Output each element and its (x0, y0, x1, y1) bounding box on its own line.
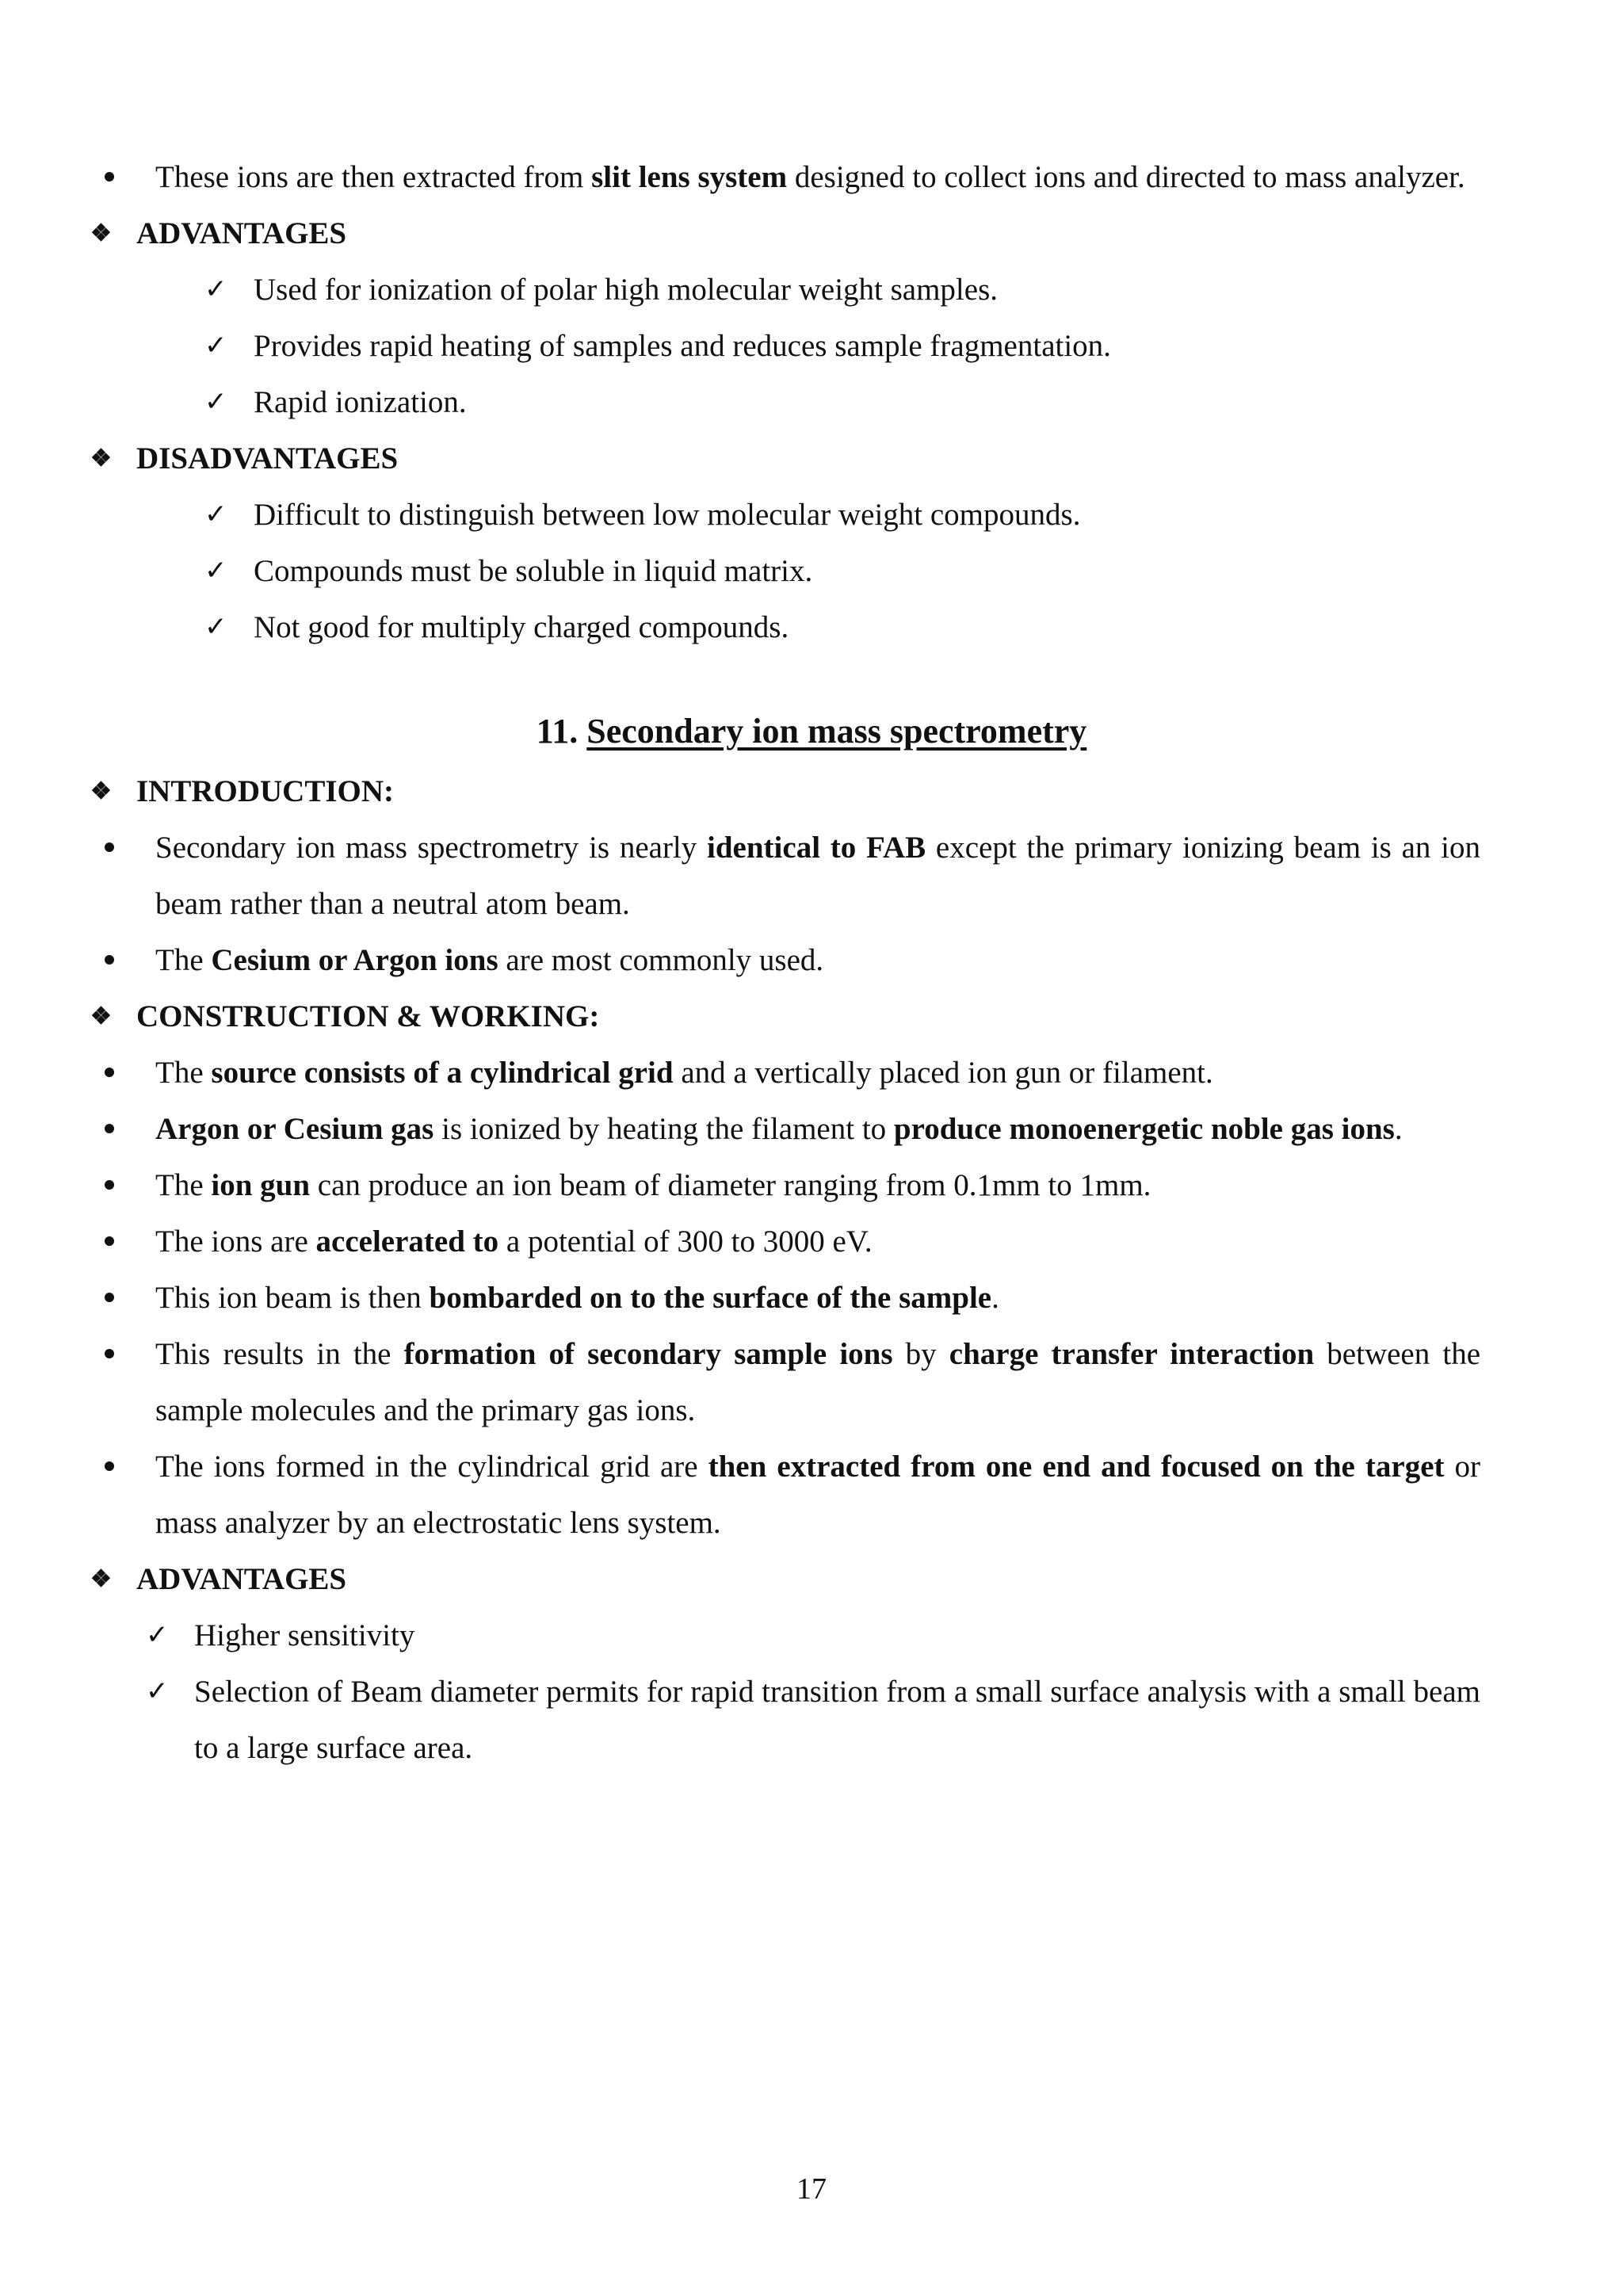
advantage-item (87, 374, 1480, 430)
text: . (991, 1281, 999, 1315)
bullet-dot-icon (105, 1068, 114, 1077)
bold-text: Cesium or Argon ions (211, 943, 498, 977)
bullet-dot-icon (105, 172, 114, 181)
text: . (1394, 1112, 1403, 1146)
bold-text: formation of secondary sample ions (403, 1337, 893, 1371)
heading-text: INTRODUCTION: (136, 774, 395, 808)
diamond-bullet-icon: ❖ (90, 1003, 112, 1030)
page-number: 17 (796, 2172, 827, 2206)
disadvantage-item (87, 599, 1480, 655)
advantage-item (87, 262, 1480, 318)
text: designed to collect ions and directed to mass analyzer. (787, 160, 1465, 194)
item-text: Used for ionization of polar high molecular weight samples. (254, 273, 999, 307)
heading-text: ADVANTAGES (136, 1562, 347, 1596)
checkmark-icon: ✓ (146, 1619, 169, 1651)
construction-bullet (87, 1045, 1480, 1101)
bullet-dot-icon (105, 1180, 114, 1190)
construction-bullet (87, 1270, 1480, 1326)
checkmark-icon: ✓ (204, 611, 227, 643)
bullet-dot-icon (105, 842, 114, 852)
construction-bullet (87, 1213, 1480, 1270)
advantage-item (87, 318, 1480, 374)
checkmark-icon: ✓ (204, 555, 227, 586)
bold-text: bombarded on to the surface of the sample (429, 1281, 992, 1315)
diamond-bullet-icon: ❖ (90, 1566, 112, 1592)
advantages-heading-2 (87, 1551, 1480, 1607)
text: The (155, 943, 212, 977)
text: can produce an ion beam of diameter ranging from 0.1mm to 1mm. (310, 1168, 1151, 1202)
diamond-bullet-icon: ❖ (90, 778, 112, 804)
bullet-dot-icon (105, 1461, 114, 1471)
intro-bullet (87, 819, 1480, 932)
bold-text: Argon or Cesium gas (155, 1112, 434, 1146)
diamond-bullet-icon: ❖ (90, 445, 112, 472)
page-content (87, 149, 1480, 1776)
checkmark-icon: ✓ (146, 1675, 169, 1707)
bold-text: ion gun (211, 1168, 311, 1202)
construction-bullet (87, 1438, 1480, 1551)
construction-bullet (87, 1157, 1480, 1213)
text: The ions formed in the cylindrical grid are (155, 1450, 708, 1484)
bold-text: then extracted from one end and focused on the target (708, 1450, 1445, 1484)
bold-text: source consists of a cylindrical grid (211, 1056, 674, 1090)
text: These ions are then extracted from (155, 160, 592, 194)
text: by (892, 1337, 949, 1371)
text: except the primary ionizing beam is an ion beam rather than a neutral atom beam. (155, 831, 1480, 921)
text: a potential of 300 to 3000 eV. (498, 1224, 873, 1259)
construction-heading (87, 988, 1480, 1045)
item-text: Not good for multiply charged compounds. (254, 610, 789, 644)
bullet-dot-icon (105, 1349, 114, 1358)
section-title-text: Secondary ion mass spectrometry (586, 712, 1087, 751)
construction-bullet (87, 1101, 1480, 1157)
item-text: Rapid ionization. (254, 385, 467, 419)
text: Secondary ion mass spectrometry is nearly (155, 831, 708, 865)
bold-text: produce monoenergetic noble gas ions (893, 1112, 1395, 1146)
text: and a vertically placed ion gun or filament. (673, 1056, 1213, 1090)
bullet-dot-icon (105, 1293, 114, 1302)
text: The (155, 1168, 212, 1202)
disadvantage-item (87, 543, 1480, 599)
checkmark-icon: ✓ (204, 499, 227, 530)
text: is ionized by heating the filament to (433, 1112, 894, 1146)
heading-text: CONSTRUCTION & WORKING: (136, 999, 600, 1033)
text: The ions are (155, 1224, 316, 1259)
checkmark-icon: ✓ (204, 273, 227, 305)
text: are most commonly used. (498, 943, 824, 977)
diamond-bullet-icon: ❖ (90, 220, 112, 246)
advantage-item (87, 1607, 1480, 1664)
section-title (87, 700, 1480, 763)
text: between the sample molecules and the primary gas ions. (155, 1337, 1480, 1427)
bullet-dot-icon (105, 1124, 114, 1133)
construction-bullet (87, 1326, 1480, 1438)
bold-text: slit lens system (591, 160, 788, 194)
disadvantage-item (87, 487, 1480, 543)
intro-bullet (87, 932, 1480, 988)
bullet-dot-icon (105, 1236, 114, 1246)
item-text: Selection of Beam diameter permits for rapid transition from a small surface analysis with a small beam to a large surface area. (194, 1675, 1480, 1765)
text: or mass analyzer by an electrostatic lens system. (155, 1450, 1481, 1540)
advantage-item (87, 1664, 1480, 1776)
item-text: Provides rapid heating of samples and reduces sample fragmentation. (254, 329, 1111, 363)
bold-text: identical to FAB (707, 831, 926, 865)
bullet-slit-lens (87, 149, 1480, 205)
bullet-dot-icon (105, 955, 114, 965)
section-number: 11. (536, 712, 579, 751)
introduction-heading (87, 763, 1480, 819)
text: This results in the (155, 1337, 404, 1371)
advantages-heading (87, 205, 1480, 262)
item-text: Higher sensitivity (194, 1618, 415, 1652)
disadvantages-heading (87, 430, 1480, 487)
text: This ion beam is then (155, 1281, 430, 1315)
text: The (155, 1056, 212, 1090)
checkmark-icon: ✓ (204, 330, 227, 361)
item-text: Difficult to distinguish between low molecular weight compounds. (254, 498, 1081, 532)
item-text: Compounds must be soluble in liquid matrix. (254, 554, 813, 588)
heading-text: DISADVANTAGES (136, 441, 399, 476)
bold-text: charge transfer interaction (949, 1337, 1315, 1371)
checkmark-icon: ✓ (204, 386, 227, 418)
heading-text: ADVANTAGES (136, 216, 347, 250)
bold-text: accelerated to (315, 1224, 499, 1259)
